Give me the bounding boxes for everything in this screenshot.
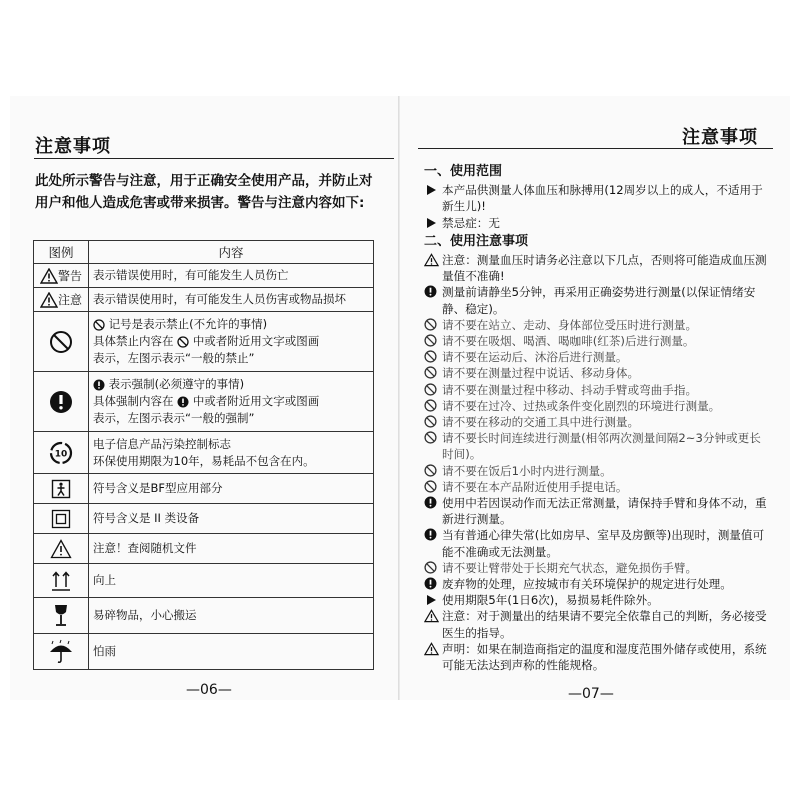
scope-list bbox=[422, 182, 772, 231]
mandatory-icon bbox=[424, 496, 438, 510]
table-header bbox=[34, 241, 374, 264]
list-item-text: 当有普通心律失常(比如房早、室早及房颤等)出现时，测量值可能不准确或无法测量。 bbox=[442, 528, 765, 559]
row-text: 记号是表示禁止(不允许的事情) bbox=[108, 317, 268, 331]
list-item bbox=[422, 527, 772, 559]
warning-triangle-icon bbox=[424, 253, 438, 267]
table-row bbox=[34, 564, 374, 598]
row-text: 表示强制(必须遵守的事情) bbox=[108, 377, 245, 391]
list-item-text: 测量前请静坐5分钟，再采用正确姿势进行测量(以保证情绪安静、稳定)。 bbox=[442, 285, 756, 316]
row-text: 符号含义是 II 类设备 bbox=[89, 504, 374, 534]
warning-triangle-icon bbox=[424, 642, 438, 656]
fragile-icon bbox=[51, 603, 71, 629]
list-item bbox=[422, 495, 772, 527]
list-item bbox=[422, 382, 772, 398]
section-title-scope: 一、使用范围 bbox=[424, 164, 503, 179]
list-item-text: 请不要在本产品附近使用手提电话。 bbox=[442, 479, 628, 494]
list-item bbox=[422, 414, 772, 430]
list-item-text: 请不要在站立、走动、身体部位受压时进行测量。 bbox=[442, 317, 698, 332]
table-row bbox=[34, 312, 374, 372]
list-item-text: 请不要在饭后1小时内进行测量。 bbox=[442, 463, 612, 478]
list-item bbox=[422, 215, 772, 231]
table-row bbox=[34, 474, 374, 504]
mandatory-icon bbox=[177, 396, 189, 408]
prohibition-icon bbox=[424, 415, 438, 429]
this-way-up-icon bbox=[50, 569, 72, 593]
row-text: 向上 bbox=[89, 564, 374, 598]
header-content: 内容 bbox=[89, 241, 374, 264]
prohibition-icon bbox=[424, 318, 438, 332]
list-item-text: 禁忌症：无 bbox=[442, 215, 500, 230]
bullet-arrow-icon bbox=[424, 183, 438, 197]
list-item bbox=[422, 479, 772, 495]
row-text: 易碎物品，小心搬运 bbox=[89, 598, 374, 634]
row-text: 环保使用期限为10年，易耗品不包含在内。 bbox=[93, 453, 315, 468]
list-item bbox=[422, 576, 772, 592]
table-row bbox=[34, 264, 374, 288]
row-text: 电子信息产品污染控制标志 bbox=[93, 436, 231, 451]
row-text: 表示错误使用时，有可能发生人员伤害或物品损坏 bbox=[89, 288, 374, 312]
section-title-precautions: 二、使用注意事项 bbox=[424, 233, 529, 249]
list-item-text: 请不要在吸烟、喝酒、喝咖啡(红茶)后进行测量。 bbox=[442, 334, 695, 349]
prohibition-icon bbox=[424, 334, 438, 348]
prohibition-icon bbox=[424, 383, 438, 397]
list-item bbox=[422, 430, 772, 462]
mandatory-icon bbox=[424, 577, 438, 591]
list-item bbox=[422, 182, 772, 214]
page-title: 注意事项 bbox=[682, 127, 758, 148]
list-item bbox=[422, 641, 772, 673]
caution-document-icon bbox=[50, 539, 72, 559]
table-row bbox=[34, 372, 374, 432]
mandatory-icon bbox=[93, 379, 105, 391]
title-rule bbox=[418, 148, 773, 149]
symbol-table bbox=[33, 240, 374, 670]
table-row bbox=[34, 504, 374, 534]
prohibition-icon bbox=[49, 330, 73, 354]
right-page bbox=[400, 96, 790, 700]
caution-label: 注意 bbox=[57, 293, 82, 307]
prohibition-icon bbox=[424, 480, 438, 494]
precautions-list bbox=[422, 252, 772, 673]
eco-10-icon bbox=[48, 440, 74, 466]
list-item-text: 注意：对于测量出的结果请不要完全依靠自己的判断，务必接受医生的指导。 bbox=[442, 609, 767, 640]
row-text: 符号含义是BF型应用部分 bbox=[89, 474, 374, 504]
table-row bbox=[34, 534, 374, 564]
list-item-text: 本产品供测量人体血压和脉搏用(12周岁以上的成人，不适用于新生儿)! bbox=[442, 183, 763, 214]
eco-10-label: 10 bbox=[54, 449, 68, 459]
list-item-text: 请不要在测量过程中说话、移动身体。 bbox=[442, 366, 640, 381]
list-item-text: 废弃物的处理，应按城市有关环境保护的规定进行处理。 bbox=[442, 577, 732, 592]
table-row bbox=[34, 288, 374, 312]
keep-dry-icon bbox=[47, 639, 75, 665]
prohibition-icon bbox=[177, 336, 189, 348]
row-text: 表示错误使用时，有可能发生人员伤亡 bbox=[89, 264, 374, 288]
prohibition-icon bbox=[424, 431, 438, 445]
warning-label: 警告 bbox=[57, 269, 82, 283]
list-item-text: 请不要让臂带处于长期充气状态，避免损伤手臂。 bbox=[442, 560, 698, 575]
intro-text: 此处所示警告与注意，用于正确安全使用产品，并防止对用户和他人造成危害或带来损害。警告与注意内容如下: bbox=[35, 173, 373, 211]
prohibition-icon bbox=[424, 366, 438, 380]
mandatory-icon bbox=[49, 390, 73, 414]
row-text: 中或者附近用文字或图画 bbox=[192, 334, 320, 348]
list-item bbox=[422, 252, 772, 284]
list-item-text: 使用期限5年(1日6次)，易损易耗件除外。 bbox=[442, 593, 659, 608]
row-text: 中或者附近用文字或图画 bbox=[192, 394, 320, 408]
page-number: —06— bbox=[186, 682, 232, 698]
list-item-text: 使用中若因误动作而无法正常测量，请保持手臂和身体不动，重新进行测量。 bbox=[442, 496, 767, 527]
list-item bbox=[422, 317, 772, 333]
list-item bbox=[422, 608, 772, 640]
page-number: —07— bbox=[568, 686, 614, 702]
bf-type-icon bbox=[51, 479, 71, 499]
list-item-text: 请不要在过冷、过热或条件变化剧烈的环境进行测量。 bbox=[442, 398, 721, 413]
bullet-arrow-icon bbox=[424, 216, 438, 230]
list-item bbox=[422, 398, 772, 414]
prohibition-icon bbox=[424, 464, 438, 478]
warning-triangle-icon bbox=[424, 609, 438, 623]
list-item bbox=[422, 284, 772, 316]
list-item-text: 声明：如果在制造商指定的温度和湿度范围外储存或使用，系统可能无法达到声称的性能规格。 bbox=[442, 641, 767, 673]
title-rule bbox=[34, 158, 394, 159]
prohibition-icon bbox=[93, 319, 105, 331]
page-title: 注意事项 bbox=[35, 136, 111, 157]
header-icon: 图例 bbox=[34, 241, 89, 264]
table-row bbox=[34, 598, 374, 634]
list-item bbox=[422, 560, 772, 576]
list-item-text: 请不要长时间连续进行测量(相邻两次测量间隔2~3分钟或更长时间)。 bbox=[442, 431, 761, 462]
left-page bbox=[10, 96, 398, 700]
list-item bbox=[422, 592, 772, 608]
row-text: 表示，左图示表示“一般的禁止” bbox=[93, 351, 255, 365]
row-text: 具体禁止内容在 bbox=[93, 334, 174, 348]
table-row bbox=[34, 634, 374, 670]
warning-triangle-icon bbox=[40, 292, 58, 308]
list-item bbox=[422, 365, 772, 381]
row-text: 具体强制内容在 bbox=[93, 394, 174, 408]
list-item-text: 注意：测量血压时请务必注意以下几点，否则将可能造成血压测量值不准确! bbox=[442, 253, 767, 284]
list-item-text: 请不要在测量过程中移动、抖动手臂或弯曲手指。 bbox=[442, 382, 698, 397]
list-item bbox=[422, 349, 772, 365]
bullet-arrow-icon bbox=[424, 593, 438, 607]
warning-triangle-icon bbox=[40, 268, 58, 284]
prohibition-icon bbox=[424, 399, 438, 413]
list-item bbox=[422, 463, 772, 479]
class-ii-icon bbox=[51, 509, 71, 529]
mandatory-icon bbox=[424, 528, 438, 542]
row-text: 表示，左图示表示“一般的强制” bbox=[93, 411, 255, 425]
table-row bbox=[34, 432, 374, 474]
mandatory-icon bbox=[424, 285, 438, 299]
row-text: 怕雨 bbox=[89, 634, 374, 670]
row-text: 注意！查阅随机文件 bbox=[89, 534, 374, 564]
right-page-body bbox=[422, 160, 772, 673]
list-item-text: 请不要在移动的交通工具中进行测量。 bbox=[442, 415, 640, 430]
prohibition-icon bbox=[424, 561, 438, 575]
list-item bbox=[422, 333, 772, 349]
prohibition-icon bbox=[424, 350, 438, 364]
list-item-text: 请不要在运动后、沐浴后进行测量。 bbox=[442, 350, 628, 365]
